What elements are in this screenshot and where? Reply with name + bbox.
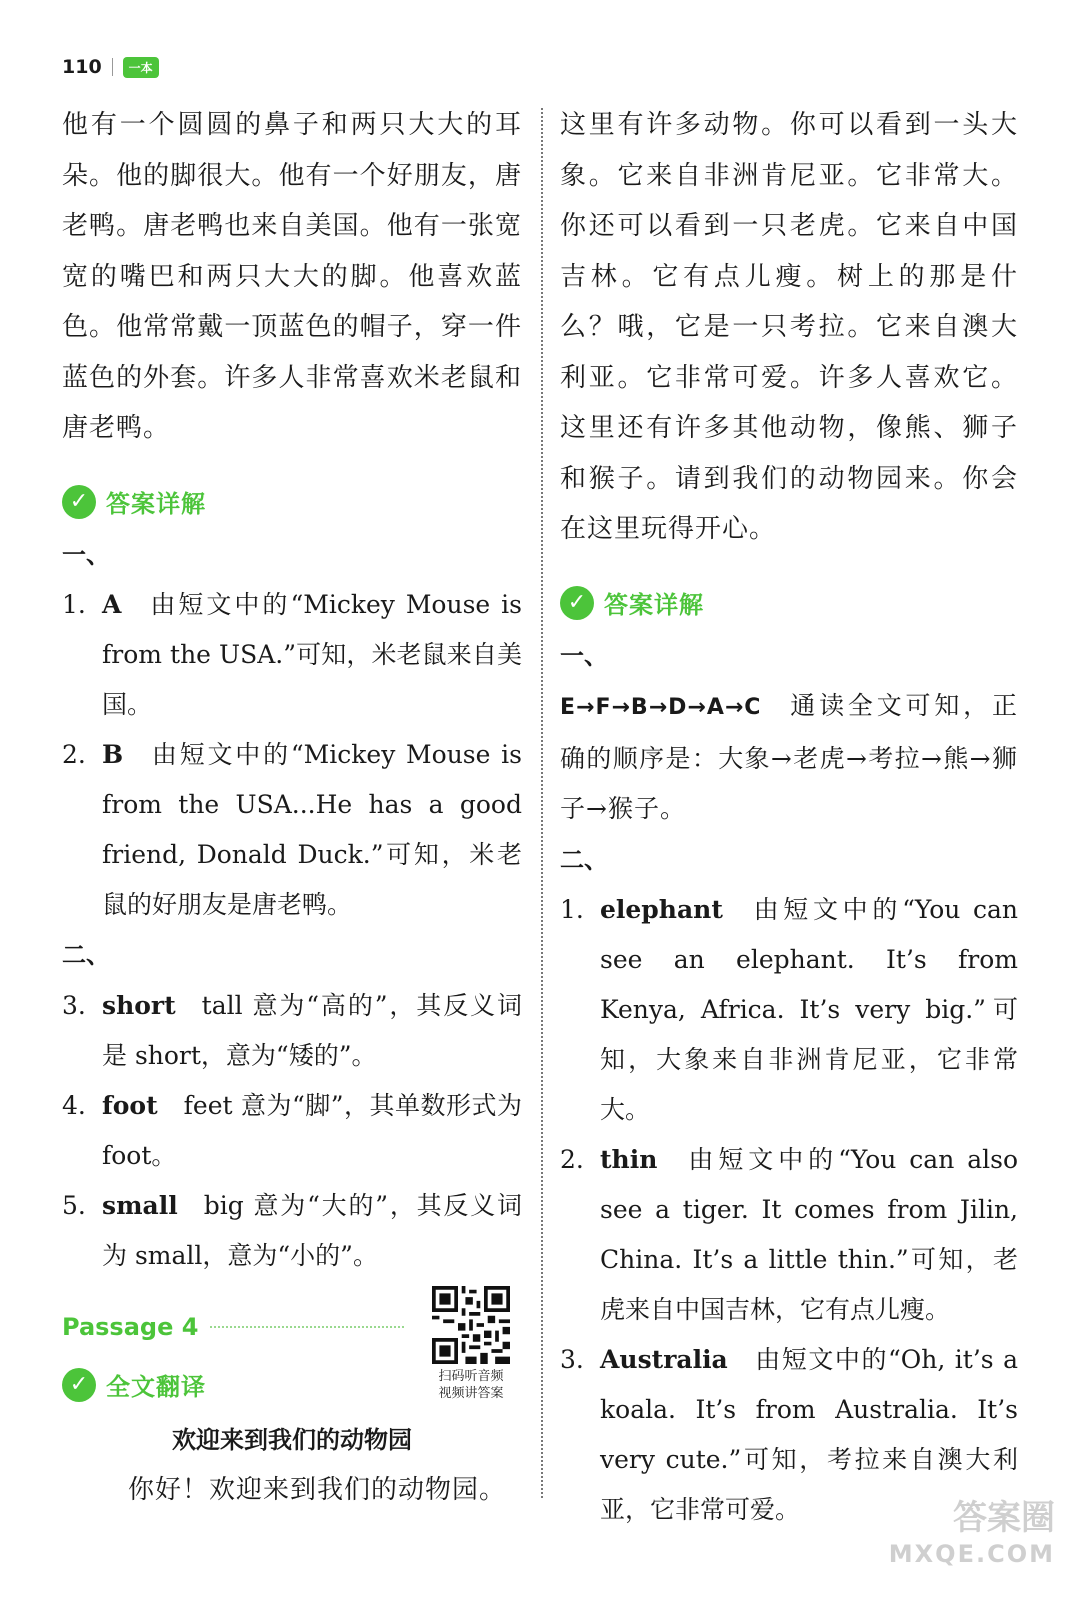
part-heading: 一、 — [62, 540, 110, 569]
check-icon: ✓ — [62, 485, 96, 519]
part-heading: 一、 — [560, 641, 608, 670]
answer-item — [62, 1081, 522, 1181]
item-explanation: 由短文中的“Mickey Mouse is from the USA...He has a good friend, Donald Duck.”可知，米老鼠的好朋友是唐老鸭。 — [102, 740, 522, 919]
qr-code-icon[interactable] — [432, 1286, 510, 1364]
header-separator — [112, 58, 113, 76]
top-edge — [0, 0, 1085, 10]
watermark-line1: 答案圈 — [953, 1498, 1055, 1538]
item-number: 1. — [62, 590, 86, 619]
answer-section-header — [560, 575, 1018, 631]
translation-title: 全文翻译 — [106, 1373, 206, 1401]
zoo-first-line: 你好！欢迎来到我们的动物园。 — [128, 1474, 507, 1505]
section-title: 答案详解 — [604, 591, 704, 619]
story-paragraph: 这里有许多动物。你可以看到一头大象。它来自非洲肯尼亚。它非常大。你还可以看到一只老虎。它来自中国吉林。它有点儿瘦。树上的那是什么？哦，它是一只考拉。它来自澳大利亚。它非常可爱。许多人喜欢它。这里还有许多其他动物，像熊、狮子和猴子。请到我们的动物园来。你会在这里玩得开心。 — [560, 110, 1018, 544]
check-icon: ✓ — [560, 586, 594, 620]
item-number: 2. — [560, 1145, 584, 1174]
item-number: 2. — [62, 740, 86, 769]
qr-caption-1: 扫码听音频 — [438, 1369, 504, 1384]
item-explanation: 由短文中的“You can also see a tiger. It comes from Jilin, China. It’s a little thin.”可知，老虎来自中国吉林，它有点儿瘦。 — [600, 1145, 1018, 1324]
answer-item — [62, 981, 522, 1081]
item-number: 1. — [560, 895, 584, 924]
order-answer: E→F→B→D→A→C — [560, 695, 762, 720]
item-number: 3. — [62, 990, 86, 1020]
story-paragraph: 他有一个圆圆的鼻子和两只大大的耳朵。他的脚很大。他有一个好朋友，唐老鸭。唐老鸭也来自美国。他有一张宽宽的嘴巴和两只大大的脚。他喜欢蓝色。他常常戴一顶蓝色的帽子，穿一件蓝色的外套。许多人非常喜欢米老鼠和唐老鸭。 — [62, 110, 522, 443]
answer-item — [560, 885, 1018, 1135]
qr-caption-2: 视频讲答案 — [438, 1386, 504, 1401]
part-heading: 二、 — [62, 941, 110, 969]
item-explanation: feet 意为“脚”，其单数形式为 foot。 — [102, 1090, 522, 1170]
answer-item — [560, 1135, 1018, 1335]
order-explanation: 通读全文可知，正确的顺序是：大象→老虎→考拉→熊→狮子→猴子。 — [560, 691, 1018, 823]
item-answer: A — [102, 590, 122, 619]
zoo-title: 欢迎来到我们的动物园 — [172, 1425, 412, 1454]
order-answer-block — [560, 681, 1018, 835]
item-explanation: 由短文中的“Mickey Mouse is from the USA.”可知，米老鼠来自美国。 — [102, 590, 522, 719]
item-number: 5. — [62, 1190, 86, 1220]
item-number: 4. — [62, 1090, 86, 1120]
item-answer: thin — [600, 1145, 658, 1174]
part-heading: 二、 — [560, 845, 608, 874]
right-column — [560, 100, 1018, 1535]
item-answer: small — [102, 1190, 178, 1220]
page-number: 110 — [62, 56, 102, 78]
section-title: 答案详解 — [106, 490, 206, 518]
item-explanation: 由短文中的“You can see an elephant. It’s from Kenya, Africa. It’s very big.”可知，大象来自非洲肯尼亚，它非常大。 — [600, 895, 1018, 1124]
column-divider — [541, 108, 543, 1498]
answer-section-header — [62, 474, 522, 530]
answer-item — [62, 730, 522, 930]
item-answer: elephant — [600, 895, 723, 924]
item-number: 3. — [560, 1345, 584, 1374]
watermark — [889, 1500, 1055, 1572]
answer-item — [62, 580, 522, 730]
item-answer: B — [102, 740, 124, 769]
item-answer: foot — [102, 1090, 158, 1120]
dotted-rule — [210, 1326, 404, 1328]
qr-block[interactable] — [428, 1286, 514, 1402]
brand-badge: 一本 — [123, 57, 159, 78]
answer-item — [62, 1181, 522, 1281]
item-explanation: 由短文中的“Oh, it’s a koala. It’s from Australia. It’s very cute.”可知，考拉来自澳大利亚，它非常可爱。 — [600, 1345, 1018, 1524]
check-icon: ✓ — [62, 1368, 96, 1402]
watermark-line2: MXQE.COM — [888, 1540, 1055, 1568]
page-header — [62, 56, 159, 78]
item-explanation: big 意为“大的”，其反义词为 small，意为“小的”。 — [102, 1190, 522, 1270]
passage-label: Passage 4 — [62, 1312, 199, 1341]
item-answer: Australia — [600, 1345, 728, 1374]
item-answer: short — [102, 990, 176, 1020]
item-explanation: tall 意为“高的”，其反义词是 short，意为“矮的”。 — [102, 990, 522, 1070]
